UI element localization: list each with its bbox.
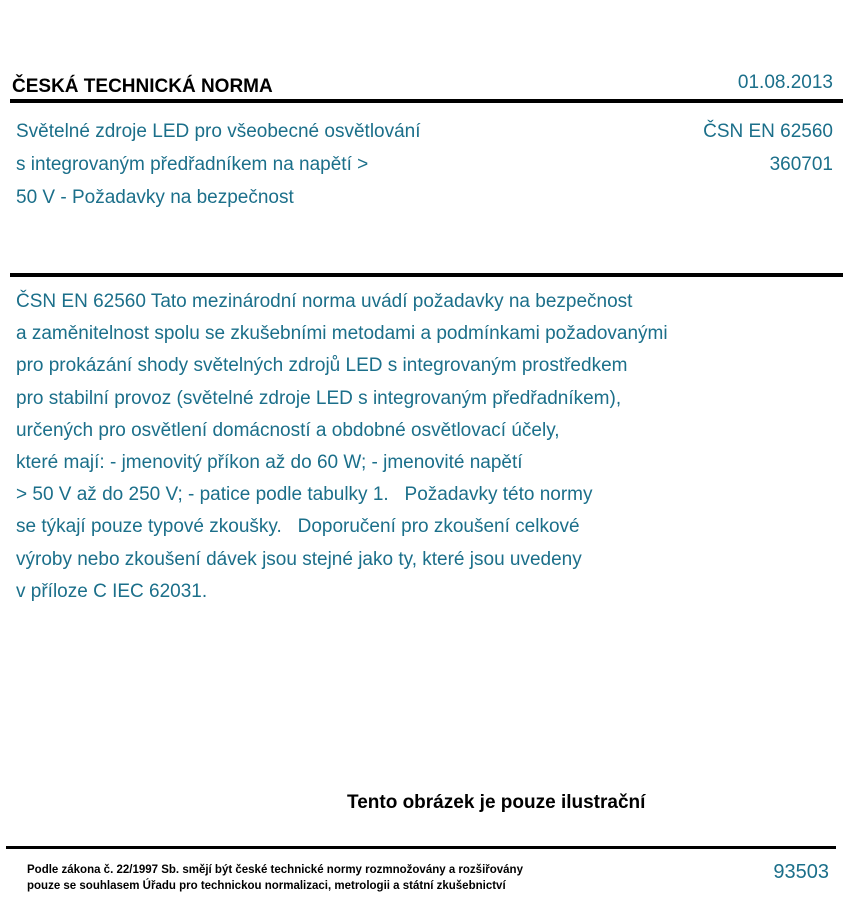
header-divider bbox=[10, 99, 843, 103]
abstract-line: ČSN EN 62560 Tato mezinárodní norma uvádí požadavky na bezpečnost bbox=[16, 291, 633, 312]
document-number: 93503 bbox=[773, 861, 829, 883]
legal-notice-line: Podle zákona č. 22/1997 Sb. smějí být české technické normy rozmnožovány a rozšiřovány bbox=[27, 864, 523, 876]
standard-title-line: s integrovaným předřadníkem na napětí > bbox=[16, 154, 369, 175]
abstract-line: výroby nebo zkoušení dávek jsou stejné jako ty, které jsou uvedeny bbox=[16, 548, 582, 570]
document-header-title: ČESKÁ TECHNICKÁ NORMA bbox=[12, 76, 273, 97]
legal-notice bbox=[27, 862, 523, 894]
section-divider bbox=[10, 273, 843, 277]
abstract-line: které mají: - jmenovitý příkon až do 60 W; - jmenovité napětí bbox=[16, 452, 523, 474]
legal-notice-line: pouze se souhlasem Úřadu pro technickou normalizaci, metrologii a státní zkušebnictví bbox=[27, 880, 506, 892]
abstract-line: v příloze C IEC 62031. bbox=[16, 580, 208, 602]
abstract-line: pro stabilní provoz (světelné zdroje LED s integrovaným předřadníkem), bbox=[16, 387, 622, 409]
illustration-note: Tento obrázek je pouze ilustrační bbox=[347, 792, 646, 813]
abstract-line: pro prokázání shody světelných zdrojů LED s integrovaným prostředkem bbox=[16, 355, 628, 377]
standard-class-number: 360701 bbox=[769, 154, 833, 175]
abstract-line: se týkají pouze typové zkoušky. Doporučení pro zkoušení celkové bbox=[16, 516, 580, 538]
abstract-line: > 50 V až do 250 V; - patice podle tabulky 1. Požadavky této normy bbox=[16, 484, 593, 506]
standard-title-line: Světelné zdroje LED pro všeobecné osvětlování bbox=[16, 121, 421, 142]
standard-title bbox=[16, 115, 536, 214]
standard-code-block bbox=[703, 115, 833, 181]
abstract-text bbox=[16, 286, 816, 608]
footer-divider bbox=[6, 846, 836, 849]
publication-date: 01.08.2013 bbox=[737, 72, 833, 93]
abstract-line: určených pro osvětlení domácností a obdobné osvětlovací účely, bbox=[16, 419, 560, 441]
standard-code: ČSN EN 62560 bbox=[703, 121, 833, 142]
abstract-line: a zaměnitelnost spolu se zkušebními metodami a podmínkami požadovanými bbox=[16, 323, 668, 345]
standard-title-line: 50 V - Požadavky na bezpečnost bbox=[16, 187, 294, 208]
